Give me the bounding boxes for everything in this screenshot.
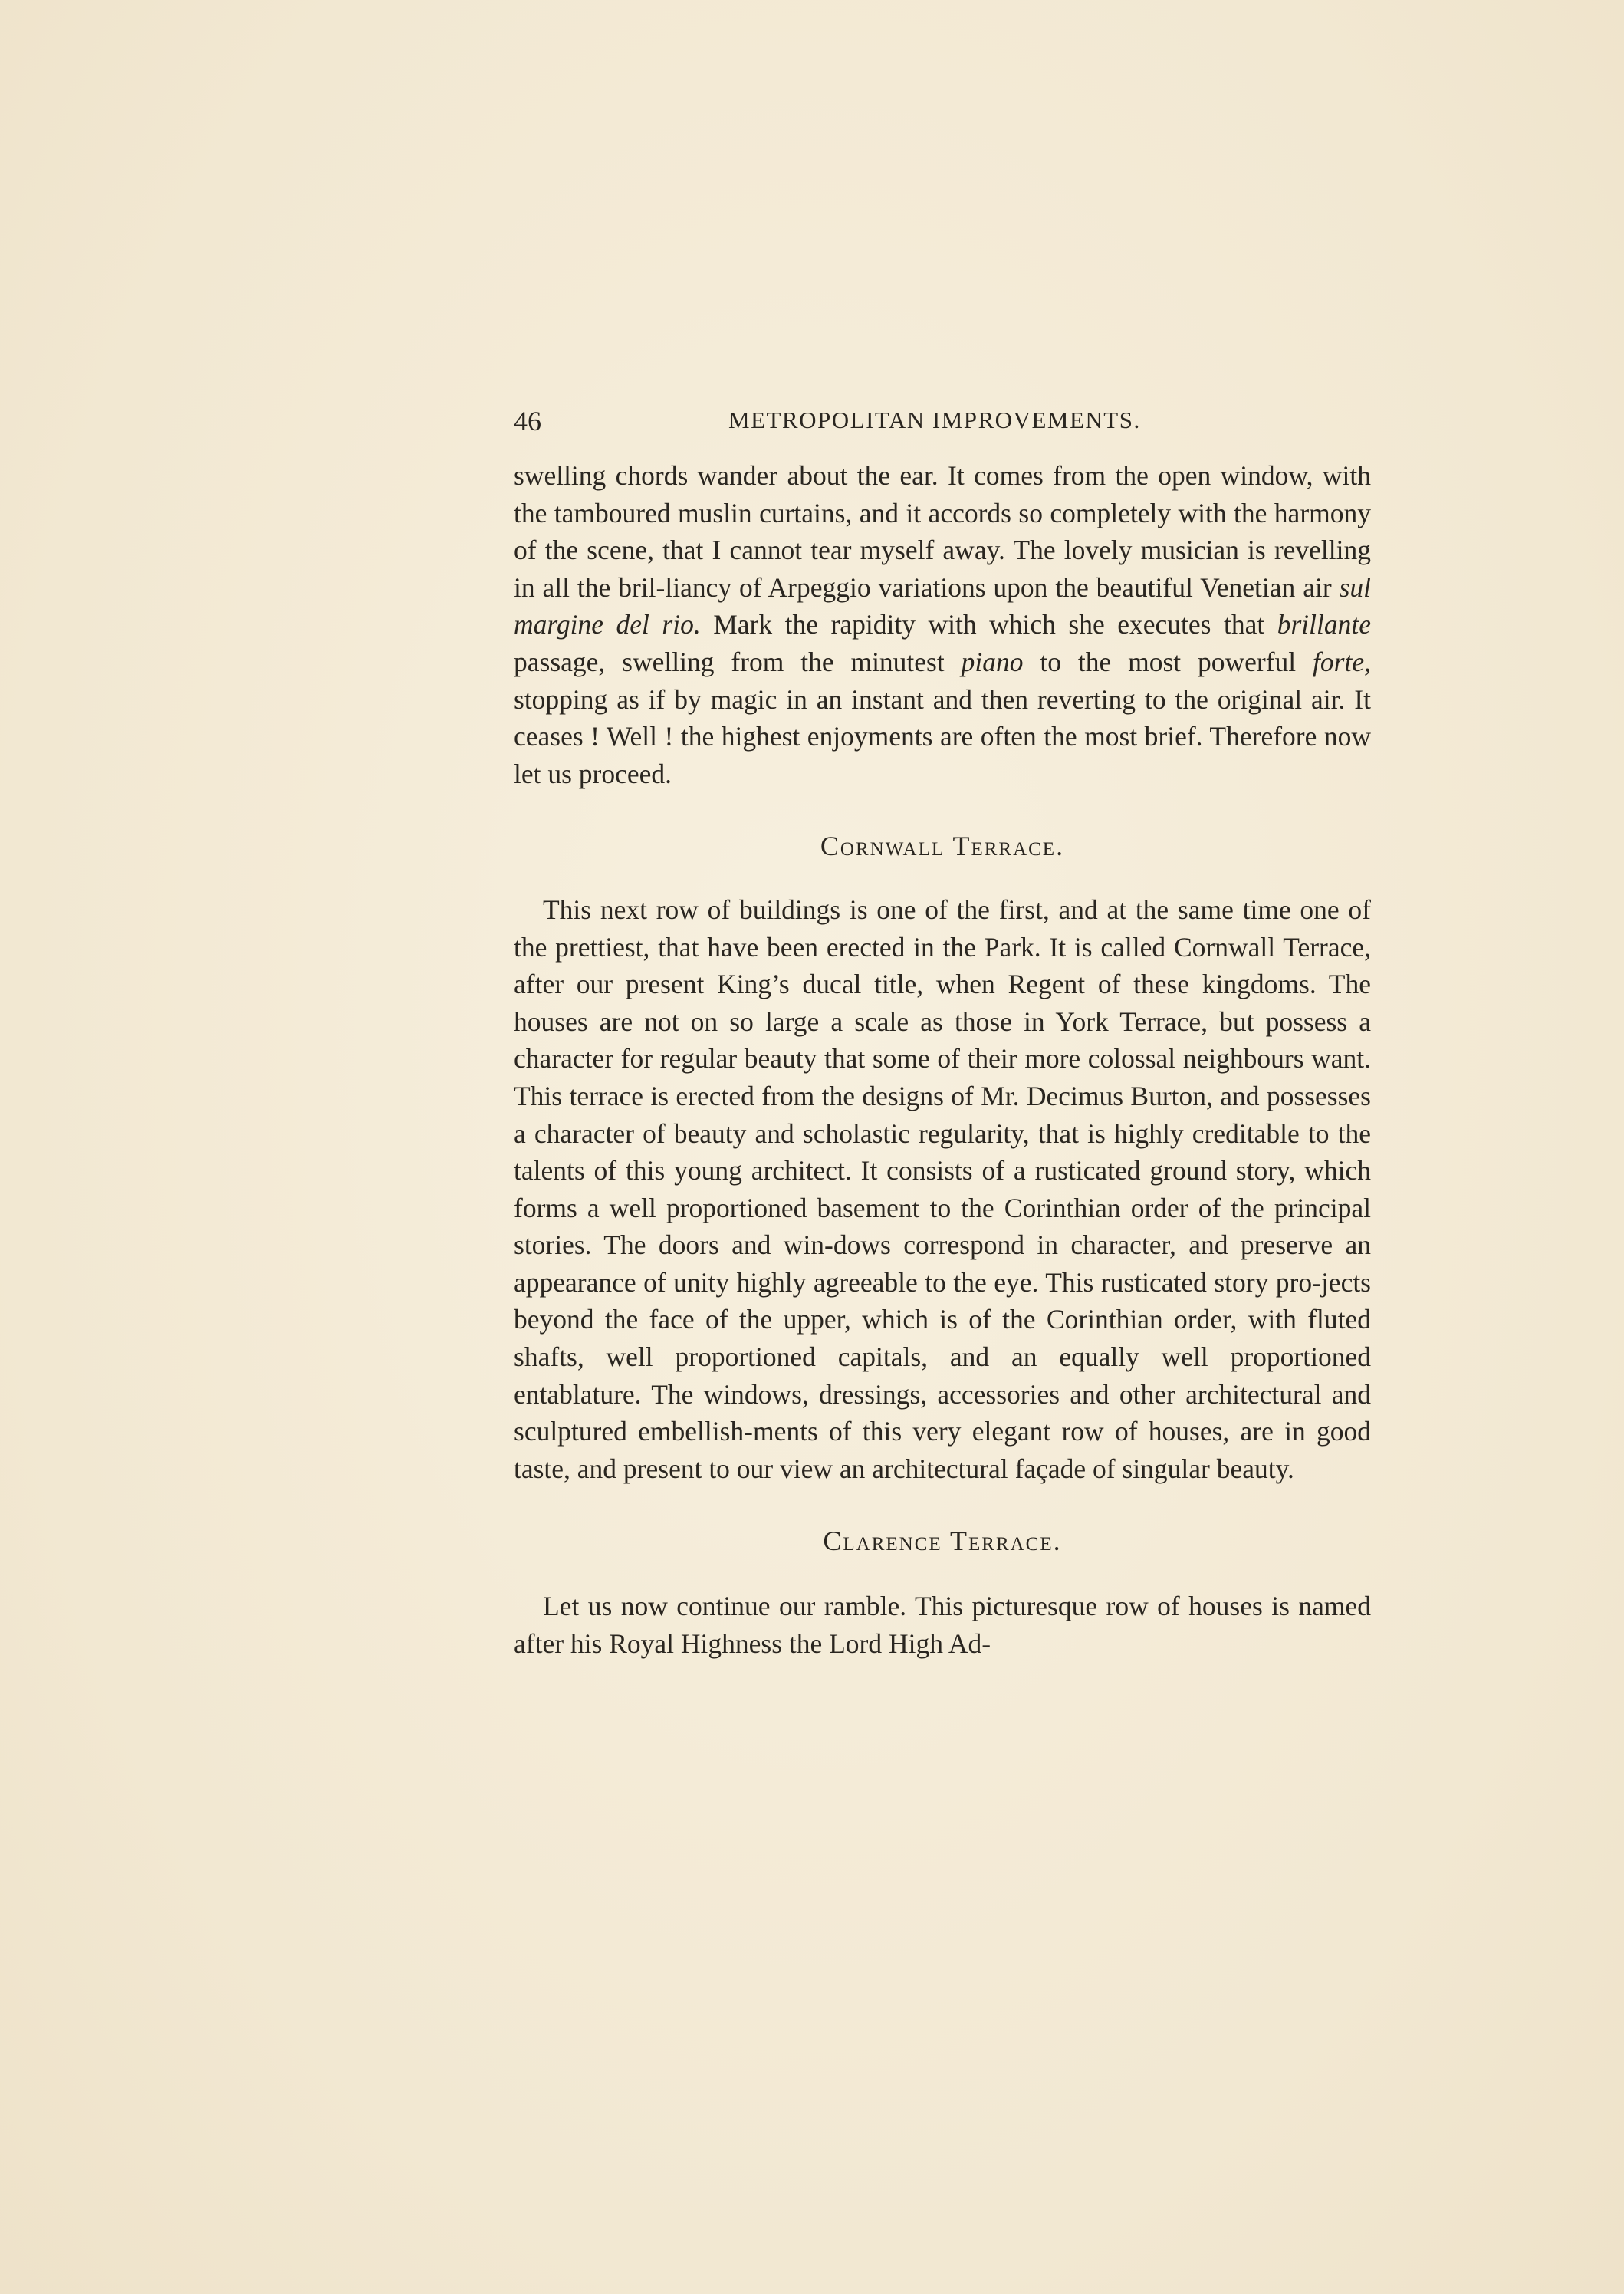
- paragraph-music: [514, 457, 1371, 792]
- italic-word-brillante: brillante: [1277, 609, 1371, 640]
- section-heading-cornwall-terrace: Cornwall Terrace.: [820, 831, 1065, 862]
- running-head: METROPOLITAN IMPROVEMENTS.: [728, 406, 1141, 433]
- section-heading-clarence-terrace: Clarence Terrace.: [823, 1525, 1062, 1557]
- body-text: [514, 457, 1371, 1662]
- paragraph-cornwall-terrace: This next row of buildings is one of the first, and at the same time one of the prettiest, that have been erected in the Park. It is called Cornwall Terrace, after our present King’s ducal title, when Regent of these kingdoms. The houses are not on so large a scale as those in York Terrace, but possess a character for regular beauty that some of their more colossal neighbours want. This terrace is erected from the designs of Mr. Decimus Burton, and possesses a character of beauty and scholastic regularity, that is highly creditable to the talents of this young architect. It consists of a rusticated ground story, which forms a well proportioned basement to the Corinthian order of the principal stories. The doors and win-dows correspond in character, and preserve an appearance of unity highly agreeable to the eye. This rusticated story pro-jects beyond the face of the upper, which is of the Corinthian order, with fluted shafts, well proportioned capitals, and an equally well proportioned entablature. The windows, dressings, accessories and other architectural and sculptured embellish-ments of this very elegant row of houses, are in good taste, and present to our view an architectural façade of singular beauty.: [514, 894, 1371, 1484]
- paragraph-music-text-d: to the most powerful: [1023, 646, 1313, 677]
- paragraph-music-text-c: passage, swelling from the minutest: [514, 646, 962, 677]
- page-number: 46: [514, 406, 541, 436]
- italic-word-forte: forte,: [1313, 646, 1371, 677]
- paragraph-music-text-b: Mark the rapidity with which she executes that: [700, 609, 1277, 640]
- page-header: [514, 405, 1373, 451]
- paragraph-clarence-terrace: Let us now continue our ramble. This picturesque row of houses is named after his Royal Highness the Lord High Ad-: [514, 1591, 1371, 1659]
- paragraph-music-text-a: swelling chords wander about the ear. It comes from the open window, with the tamboured muslin curtains, and it accords so completely with the harmony of the scene, that I cannot tear myself away. The lovely musician is revelling in all the bril-liancy of Arpeggio variations upon the beautiful Venetian air: [514, 460, 1371, 603]
- paragraph-music-text-e: stopping as if by magic in an instant and then reverting to the original air. It ceases ! Well ! the highest enjoyments are often the most brief. Therefore now let us proceed.: [514, 683, 1371, 789]
- italic-phrase-sul-margine: sul margine del rio.: [514, 571, 1371, 640]
- italic-word-piano: piano: [961, 646, 1024, 677]
